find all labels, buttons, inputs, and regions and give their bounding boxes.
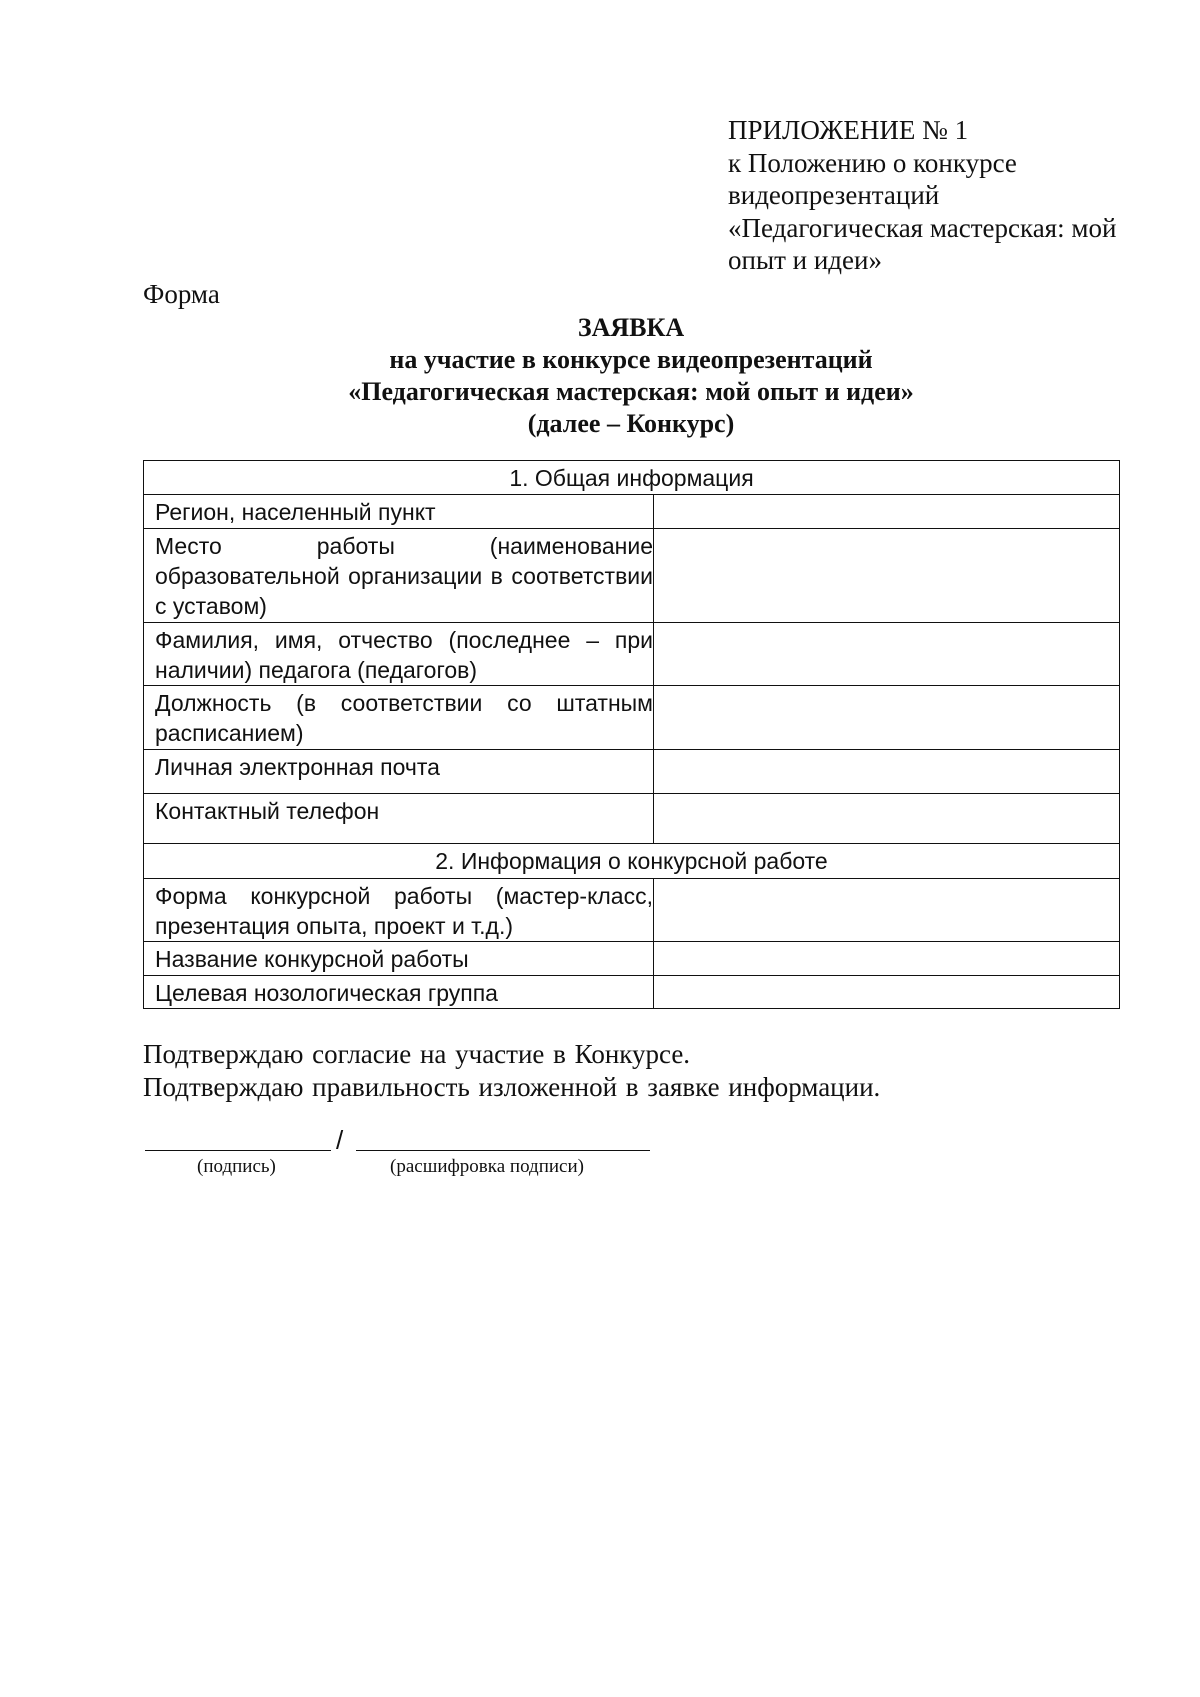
field-label-email: Личная электронная почта (144, 750, 654, 794)
table-row (144, 976, 1120, 1009)
application-heading (143, 312, 1119, 440)
field-value-full-name[interactable] (654, 623, 1120, 686)
annex-line: «Педагогическая мастерская: мой (728, 212, 1117, 243)
signature-separator: / (336, 1125, 344, 1155)
heading-title: ЗАЯВКА (577, 313, 685, 342)
table-row (144, 495, 1120, 529)
field-label-full-name: Фамилия, имя, отчество (последнее – при наличии) педагога (педагогов) (144, 623, 654, 686)
field-value-work-title[interactable] (654, 942, 1120, 976)
field-label-phone: Контактный телефон (144, 794, 654, 844)
confirmation-line: Подтверждаю согласие на участие в Конкурсе. (143, 1039, 691, 1069)
field-label-target-group: Целевая нозологическая группа (144, 976, 654, 1009)
field-label-work-form: Форма конкурсной работы (мастер-класс, презентация опыта, проект и т.д.) (144, 879, 654, 942)
table-section-row (144, 844, 1120, 879)
signature-caption: (подпись) (197, 1156, 276, 1177)
annex-line: к Положению о конкурсе (728, 147, 1017, 178)
field-label-workplace: Место работы (наименование образовательной организации в соответствии с уставом) (144, 529, 654, 623)
heading-line: (далее – Конкурс) (527, 409, 735, 438)
table-row (144, 686, 1120, 750)
table-row (144, 529, 1120, 623)
field-label-work-title: Название конкурсной работы (144, 942, 654, 976)
field-value-phone[interactable] (654, 794, 1120, 844)
field-value-target-group[interactable] (654, 976, 1120, 1009)
confirmation-line: Подтверждаю правильность изложенной в заявке информации. (143, 1072, 881, 1102)
table-row (144, 750, 1120, 794)
application-table (143, 460, 1120, 1009)
table-section-row (144, 461, 1120, 495)
annex-block (728, 114, 1168, 277)
confirmation-text (143, 1038, 880, 1104)
field-label-position: Должность (в соответствии со штатным расписанием) (144, 686, 654, 750)
table-row (144, 794, 1120, 844)
field-label-region: Регион, населенный пункт (144, 495, 654, 529)
table-row (144, 623, 1120, 686)
annex-line: опыт и идеи» (728, 245, 882, 275)
field-value-position[interactable] (654, 686, 1120, 750)
table-row (144, 879, 1120, 942)
field-value-workplace[interactable] (654, 529, 1120, 623)
signature-decoding-line[interactable] (356, 1150, 650, 1151)
annex-line: видеопрезентаций (728, 180, 940, 210)
section-work-info: 2. Информация о конкурсной работе (144, 844, 1120, 879)
signature-line[interactable] (145, 1150, 331, 1151)
annex-line: ПРИЛОЖЕНИЕ № 1 (728, 115, 969, 145)
field-value-region[interactable] (654, 495, 1120, 529)
field-value-email[interactable] (654, 750, 1120, 794)
signature-decoding-caption: (расшифровка подписи) (390, 1156, 584, 1177)
heading-line: на участие в конкурсе видеопрезентаций (389, 345, 873, 374)
form-label: Форма (143, 279, 220, 309)
table-row (144, 942, 1120, 976)
heading-line: «Педагогическая мастерская: мой опыт и идеи» (348, 377, 914, 406)
field-value-work-form[interactable] (654, 879, 1120, 942)
section-general-info: 1. Общая информация (144, 461, 1120, 495)
